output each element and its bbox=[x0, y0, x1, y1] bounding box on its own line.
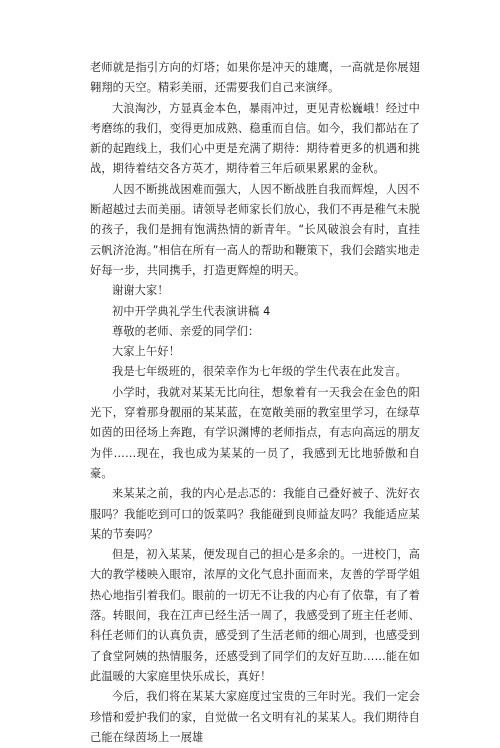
salutation: 尊敬的老师、亲爱的同学们： bbox=[112, 324, 260, 338]
paragraph: 大浪淘沙，方显真金本色，暴雨冲过，更见青松巍峨！经过中考磨练的我们，变得更加成熟、稳重而自信。如今，我们都站在了新的起跑线上，我们心中更是充满了期待：期待着更多的机遇和挑战，期待着结交各方英才，期待着三年后硕果累累的金秋。 bbox=[90, 101, 420, 176]
paragraph: 我是七年级班的，很荣幸作为七年级的学生代表在此发言。 bbox=[112, 365, 407, 379]
paragraph: 小学时，我就对某某无比向往，想象着有一天我会在金色的阳光下，穿着那身靓丽的某某蓝，在宽敞美丽的教室里学习，在绿草如茵的田径场上奔跑，有学识渊博的老师指点，有志向高远的朋友为伴……现在，我也成为某某的一员了，我感到无比地骄傲和自豪。 bbox=[90, 385, 420, 480]
paragraph: 人因不断挑战困难而强大，人因不断战胜自我而辉煌，人因不断超越过去而美丽。请领导老师家长们放心，我们不再是稚气未脱的孩子，我们是拥有饱满热情的新青年。“长风破浪会有时，直挂云帆济沧海。”相信在所有一高人的帮助和鞭策下，我们会踏实地走好每一步，共同携手，打造更辉煌的明天。 bbox=[90, 182, 420, 277]
paragraph: 来某某之前，我的内心是忐忑的：我能自己叠好被子、洗好衣服吗？我能吃到可口的饭菜吗？我能碰到良师益友吗？我能适应某某的节奏吗？ bbox=[90, 487, 420, 541]
document-body bbox=[90, 58, 420, 748]
paragraph: 但是，初入某某，便发现自己的担心是多余的。一进校门，高大的教学楼映入眼帘，浓厚的文化气息扑面而来，友善的学哥学姐热心地指引着我们。眼前的一切无不让我的内心有了依靠，有了着落。转眼间，我在江声已经生活一周了，我感受到了班主任老师、科任老师们的认真负责，感受到了生活老师的细心周到，也感受到了食堂阿姨的热情服务，还感受到了同学们的友好互助……能在如此温暖的大家庭里快乐成长，真好！ bbox=[90, 548, 420, 683]
closing-line: 谢谢大家！ bbox=[112, 284, 169, 298]
paragraph: 今后，我们将在某某大家庭度过宝贵的三年时光。我们一定会珍惜和爱护我们的家，自觉做一名文明有礼的某某人。我们期待自己能在绿茵场上一展雄 bbox=[90, 690, 420, 744]
greeting: 大家上午好！ bbox=[112, 345, 181, 359]
section-title: 初中开学典礼学生代表演讲稿 4 bbox=[112, 304, 271, 318]
paragraph: 老师就是指引方向的灯塔；如果你是冲天的雄鹰，一高就是你展翅翱翔的天空。精彩美丽，还需要我们自己来演绎。 bbox=[90, 61, 420, 95]
